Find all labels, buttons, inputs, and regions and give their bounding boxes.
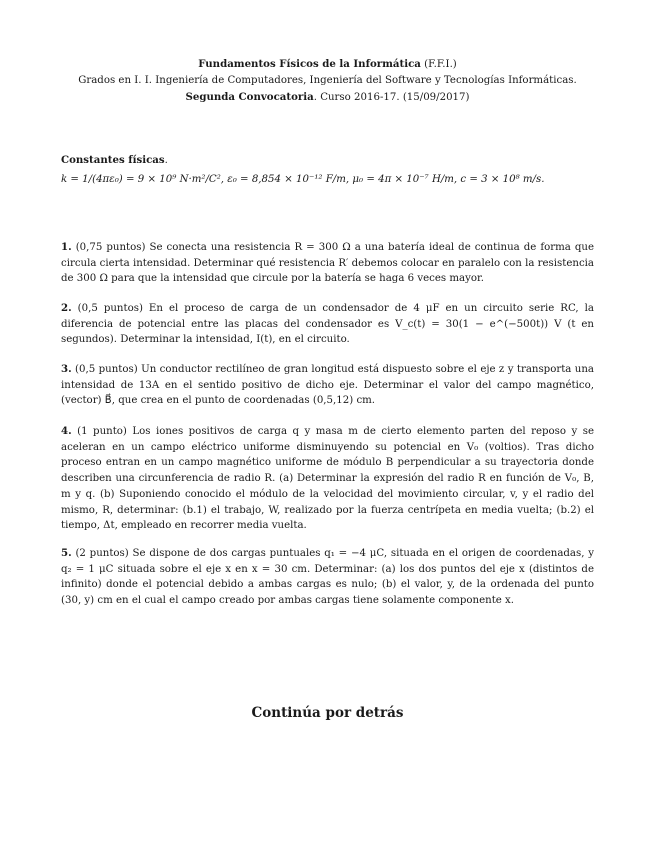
- constants-line: k = 1/(4πε₀) = 9 × 10⁹ N·m²/C², ε₀ = 8,854 × 10⁻¹² F/m, μ₀ = 4π × 10⁻⁷ H/m, c = 3 × 10⁸ m/s.: [61, 174, 545, 185]
- question-5: [61, 546, 594, 609]
- question-1: [61, 240, 594, 287]
- header-title-line: [40, 56, 615, 73]
- question-text: (0,75 puntos) Se conecta una resistencia R = 300 Ω a una batería ideal de continua de forma que circula cierta intensidad. Determinar qué resistencia R′ debemos colocar en paralelo con la resistencia de 300 Ω para que la intensidad que circule por la batería se haga 6 veces mayor.: [61, 242, 594, 285]
- constants-title: Constantes físicas.: [61, 154, 168, 166]
- course-year: . Curso 2016-17. (15/09/2017): [313, 92, 470, 103]
- question-text: (0,5 puntos) En el proceso de carga de un condensador de 4 μF en un circuito serie RC, la diferencia de potencial entre las placas del condensador es V_c(t) = 30(1 − e^(−500t)) V (t en segundos). Determinar la intensidad, I(t), en el circuito.: [61, 303, 594, 346]
- question-text: (2 puntos) Se dispone de dos cargas puntuales q₁ = −4 μC, situada en el origen de coordenadas, y q₂ = 1 μC situada sobre el eje x en x = 30 cm. Determinar: (a) los dos puntos del eje x (distintos de infinito) donde el potencial debido a ambas cargas es nulo; (b) el valor, y, de la ordenada del punto (30, y) cm en el cual el campo creado por ambas cargas tiene solamente componente x.: [61, 548, 594, 607]
- question-number: 5.: [61, 547, 72, 559]
- question-3: [61, 362, 594, 409]
- course-title: Fundamentos Físicos de la Informática: [198, 58, 421, 70]
- exam-header: [40, 56, 615, 106]
- question-text: (1 punto) Los iones positivos de carga q y masa m de cierto elemento parten del reposo y se aceleran en un campo eléctrico uniforme disminuyendo su potencial en V₀ (voltios). Tras dicho proceso entran en un campo magnético uniforme de módulo B perpendicular a su trayectoria donde describen una circunferencia de radio R. (a) Determinar la expresión del radio R en función de V₀, B, m y q. (b) Suponiendo conocido el módulo de la velocidad del movimiento circular, v, y el radio del mismo, R, determinar: (b.1) el trabajo, W, realizado por la fuerza centrípeta en media vuelta; (b.2) el tiempo, Δt, empleado en recorrer media vuelta.: [61, 426, 594, 532]
- degrees-line: Grados en I. I. Ingeniería de Computadores, Ingeniería del Software y Tecnologías Informáticas.: [78, 75, 577, 86]
- continue-note: Continúa por detrás: [251, 705, 404, 721]
- session-label: Segunda Convocatoria: [185, 91, 314, 103]
- question-number: 4.: [61, 425, 72, 437]
- question-4: [61, 424, 594, 534]
- question-text: (0,5 puntos) Un conductor rectilíneo de gran longitud está dispuesto sobre el eje z y transporta una intensidad de 13A en el sentido positivo de dicho eje. Determinar el valor del campo magnético, (vector) B⃗, que crea en el punto de coordenadas (0,5,12) cm.: [61, 364, 594, 407]
- course-abbrev: (F.F.I.): [420, 59, 457, 70]
- question-number: 1.: [61, 241, 72, 253]
- question-number: 3.: [61, 363, 72, 375]
- question-number: 2.: [61, 302, 72, 314]
- question-2: [61, 301, 594, 348]
- session-line: [40, 89, 615, 106]
